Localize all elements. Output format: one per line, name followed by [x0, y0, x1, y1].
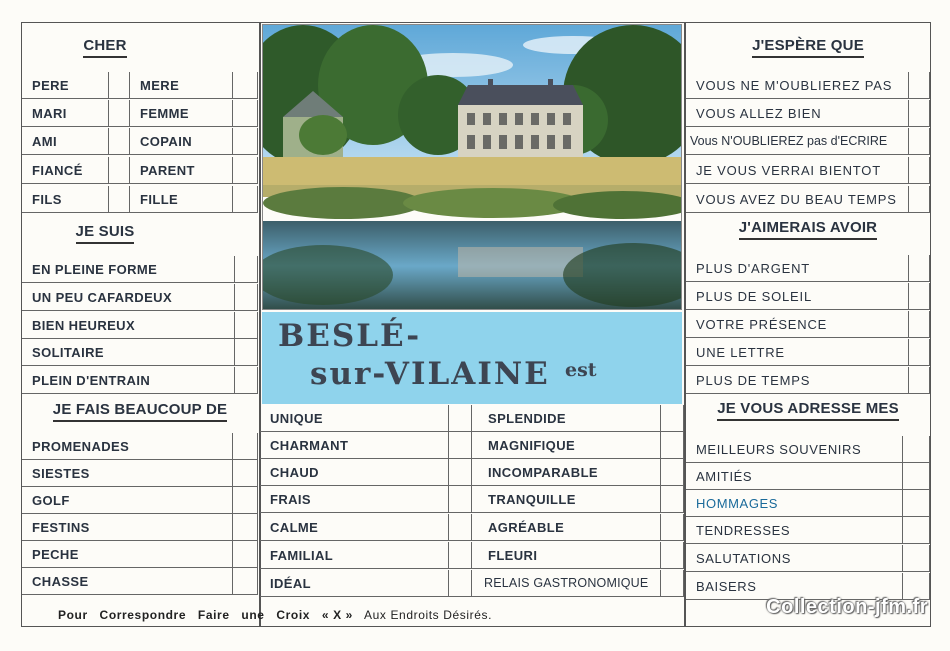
checkbox[interactable] [908, 186, 930, 213]
checkbox[interactable] [232, 433, 258, 460]
checkbox[interactable] [234, 312, 258, 339]
adjective-item: FAMILIAL [260, 542, 448, 569]
checkbox[interactable] [448, 405, 472, 432]
adjective-item: TRANQUILLE [472, 486, 660, 513]
je-suis-item: PLEIN D'ENTRAIN [22, 367, 234, 394]
checkbox[interactable] [908, 283, 930, 310]
je-vous-adresse-title: JE VOUS ADRESSE MES [686, 400, 930, 417]
adjective-item: MAGNIFIQUE [472, 432, 660, 459]
chateau-photo [262, 24, 682, 310]
chateau-photo-image [263, 25, 682, 310]
town-suffix: est [565, 359, 597, 381]
checkbox[interactable] [234, 284, 258, 311]
checkbox[interactable] [108, 128, 130, 155]
adjective-item: IDÉAL [260, 570, 448, 597]
checkbox[interactable] [232, 487, 258, 514]
adjective-item: UNIQUE [260, 405, 448, 432]
checkbox[interactable] [660, 514, 684, 541]
checkbox[interactable] [108, 157, 130, 184]
j-espere-item: VOUS AVEZ DU BEAU TEMPS [686, 186, 908, 213]
checkbox[interactable] [902, 436, 930, 463]
checkbox[interactable] [448, 459, 472, 486]
cher-title: CHER [22, 37, 188, 54]
cher-femme: FEMME [130, 100, 232, 127]
j-aimerais-item: VOTRE PRÉSENCE [686, 311, 908, 338]
j-aimerais-item: UNE LETTRE [686, 339, 908, 366]
j-espere-item: Vous N'OUBLIEREZ pas d'ECRIRE [686, 128, 908, 155]
j-espere-title: J'ESPÈRE QUE [686, 37, 930, 54]
checkbox[interactable] [908, 72, 930, 99]
checkbox[interactable] [902, 517, 930, 544]
je-fais-item: GOLF [22, 487, 232, 514]
je-fais-item: FESTINS [22, 514, 232, 541]
j-aimerais-item: PLUS DE TEMPS [686, 367, 908, 394]
checkbox[interactable] [232, 72, 258, 99]
checkbox[interactable] [660, 459, 684, 486]
je-vous-adresse-item: MEILLEURS SOUVENIRS [686, 436, 902, 463]
je-fais-item: PROMENADES [22, 433, 232, 460]
cher-copain: COPAIN [130, 128, 232, 155]
checkbox[interactable] [902, 545, 930, 572]
cher-fiance: FIANCÉ [22, 157, 108, 184]
adjective-item: CHAUD [260, 459, 448, 486]
j-espere-item: JE VOUS VERRAI BIENTOT [686, 157, 908, 184]
checkbox[interactable] [908, 311, 930, 338]
checkbox[interactable] [660, 570, 684, 597]
checkbox[interactable] [448, 486, 472, 513]
watermark: Collection-jfm.fr [766, 596, 928, 618]
je-suis-item: EN PLEINE FORME [22, 256, 234, 283]
je-vous-adresse-item: HOMMAGES [686, 490, 902, 517]
je-vous-adresse-item: TENDRESSES [686, 517, 902, 544]
j-espere-item: VOUS ALLEZ BIEN [686, 100, 908, 127]
je-fais-title: JE FAIS BEAUCOUP DE [22, 401, 258, 418]
checkbox[interactable] [902, 463, 930, 490]
checkbox[interactable] [232, 460, 258, 487]
j-aimerais-title: J'AIMERAIS AVOIR [686, 219, 930, 236]
checkbox[interactable] [908, 100, 930, 127]
checkbox[interactable] [234, 256, 258, 283]
checkbox[interactable] [660, 432, 684, 459]
je-fais-item: PECHE [22, 541, 232, 568]
checkbox[interactable] [108, 100, 130, 127]
adjective-item: SPLENDIDE [472, 405, 660, 432]
cher-pere: PERE [22, 72, 108, 99]
checkbox[interactable] [448, 570, 472, 597]
adjective-item: FLEURI [472, 542, 660, 569]
checkbox[interactable] [908, 157, 930, 184]
je-fais-item: CHASSE [22, 568, 232, 595]
checkbox[interactable] [660, 486, 684, 513]
footer-instructions: Pour Correspondre Faire une Croix « X » Aux Endroits Désirés. [58, 608, 493, 622]
checkbox[interactable] [232, 128, 258, 155]
checkbox[interactable] [232, 541, 258, 568]
checkbox[interactable] [108, 72, 130, 99]
je-suis-item: SOLITAIRE [22, 339, 234, 366]
checkbox[interactable] [448, 514, 472, 541]
cher-fille: FILLE [130, 186, 232, 213]
adjective-item: FRAIS [260, 486, 448, 513]
adjective-item: CALME [260, 514, 448, 541]
je-suis-item: BIEN HEUREUX [22, 312, 234, 339]
adjective-item: AGRÉABLE [472, 514, 660, 541]
adjective-item: RELAIS GASTRONOMIQUE [472, 570, 660, 597]
j-aimerais-item: PLUS D'ARGENT [686, 255, 908, 282]
checkbox[interactable] [908, 339, 930, 366]
cher-ami: AMI [22, 128, 108, 155]
checkbox[interactable] [908, 367, 930, 394]
checkbox[interactable] [660, 542, 684, 569]
checkbox[interactable] [448, 542, 472, 569]
checkbox[interactable] [908, 255, 930, 282]
town-name-line1: BESLÉ- [278, 318, 422, 354]
checkbox[interactable] [232, 100, 258, 127]
je-vous-adresse-item: AMITIÉS [686, 463, 902, 490]
j-aimerais-item: PLUS DE SOLEIL [686, 283, 908, 310]
checkbox[interactable] [448, 432, 472, 459]
adjective-item: CHARMANT [260, 432, 448, 459]
je-vous-adresse-item: SALUTATIONS [686, 545, 902, 572]
checkbox[interactable] [234, 339, 258, 366]
town-title-band [262, 312, 682, 404]
checkbox[interactable] [232, 514, 258, 541]
cher-fils: FILS [22, 186, 108, 213]
j-espere-item: VOUS NE M'OUBLIEREZ PAS [686, 72, 908, 99]
checkbox[interactable] [232, 157, 258, 184]
checkbox[interactable] [660, 405, 684, 432]
cher-mari: MARI [22, 100, 108, 127]
checkbox[interactable] [234, 367, 258, 394]
checkbox[interactable] [902, 490, 930, 517]
checkbox[interactable] [908, 128, 930, 155]
checkbox[interactable] [108, 186, 130, 213]
town-name-line2: sur-VILAINE [310, 356, 550, 392]
je-suis-title: JE SUIS [22, 223, 188, 240]
je-vous-adresse-item: BAISERS [686, 573, 902, 600]
checkbox[interactable] [232, 186, 258, 213]
cher-parent: PARENT [130, 157, 232, 184]
cher-mere: MERE [130, 72, 232, 99]
checkbox[interactable] [232, 568, 258, 595]
je-suis-item: UN PEU CAFARDEUX [22, 284, 234, 311]
adjective-item: INCOMPARABLE [472, 459, 660, 486]
je-fais-item: SIESTES [22, 460, 232, 487]
